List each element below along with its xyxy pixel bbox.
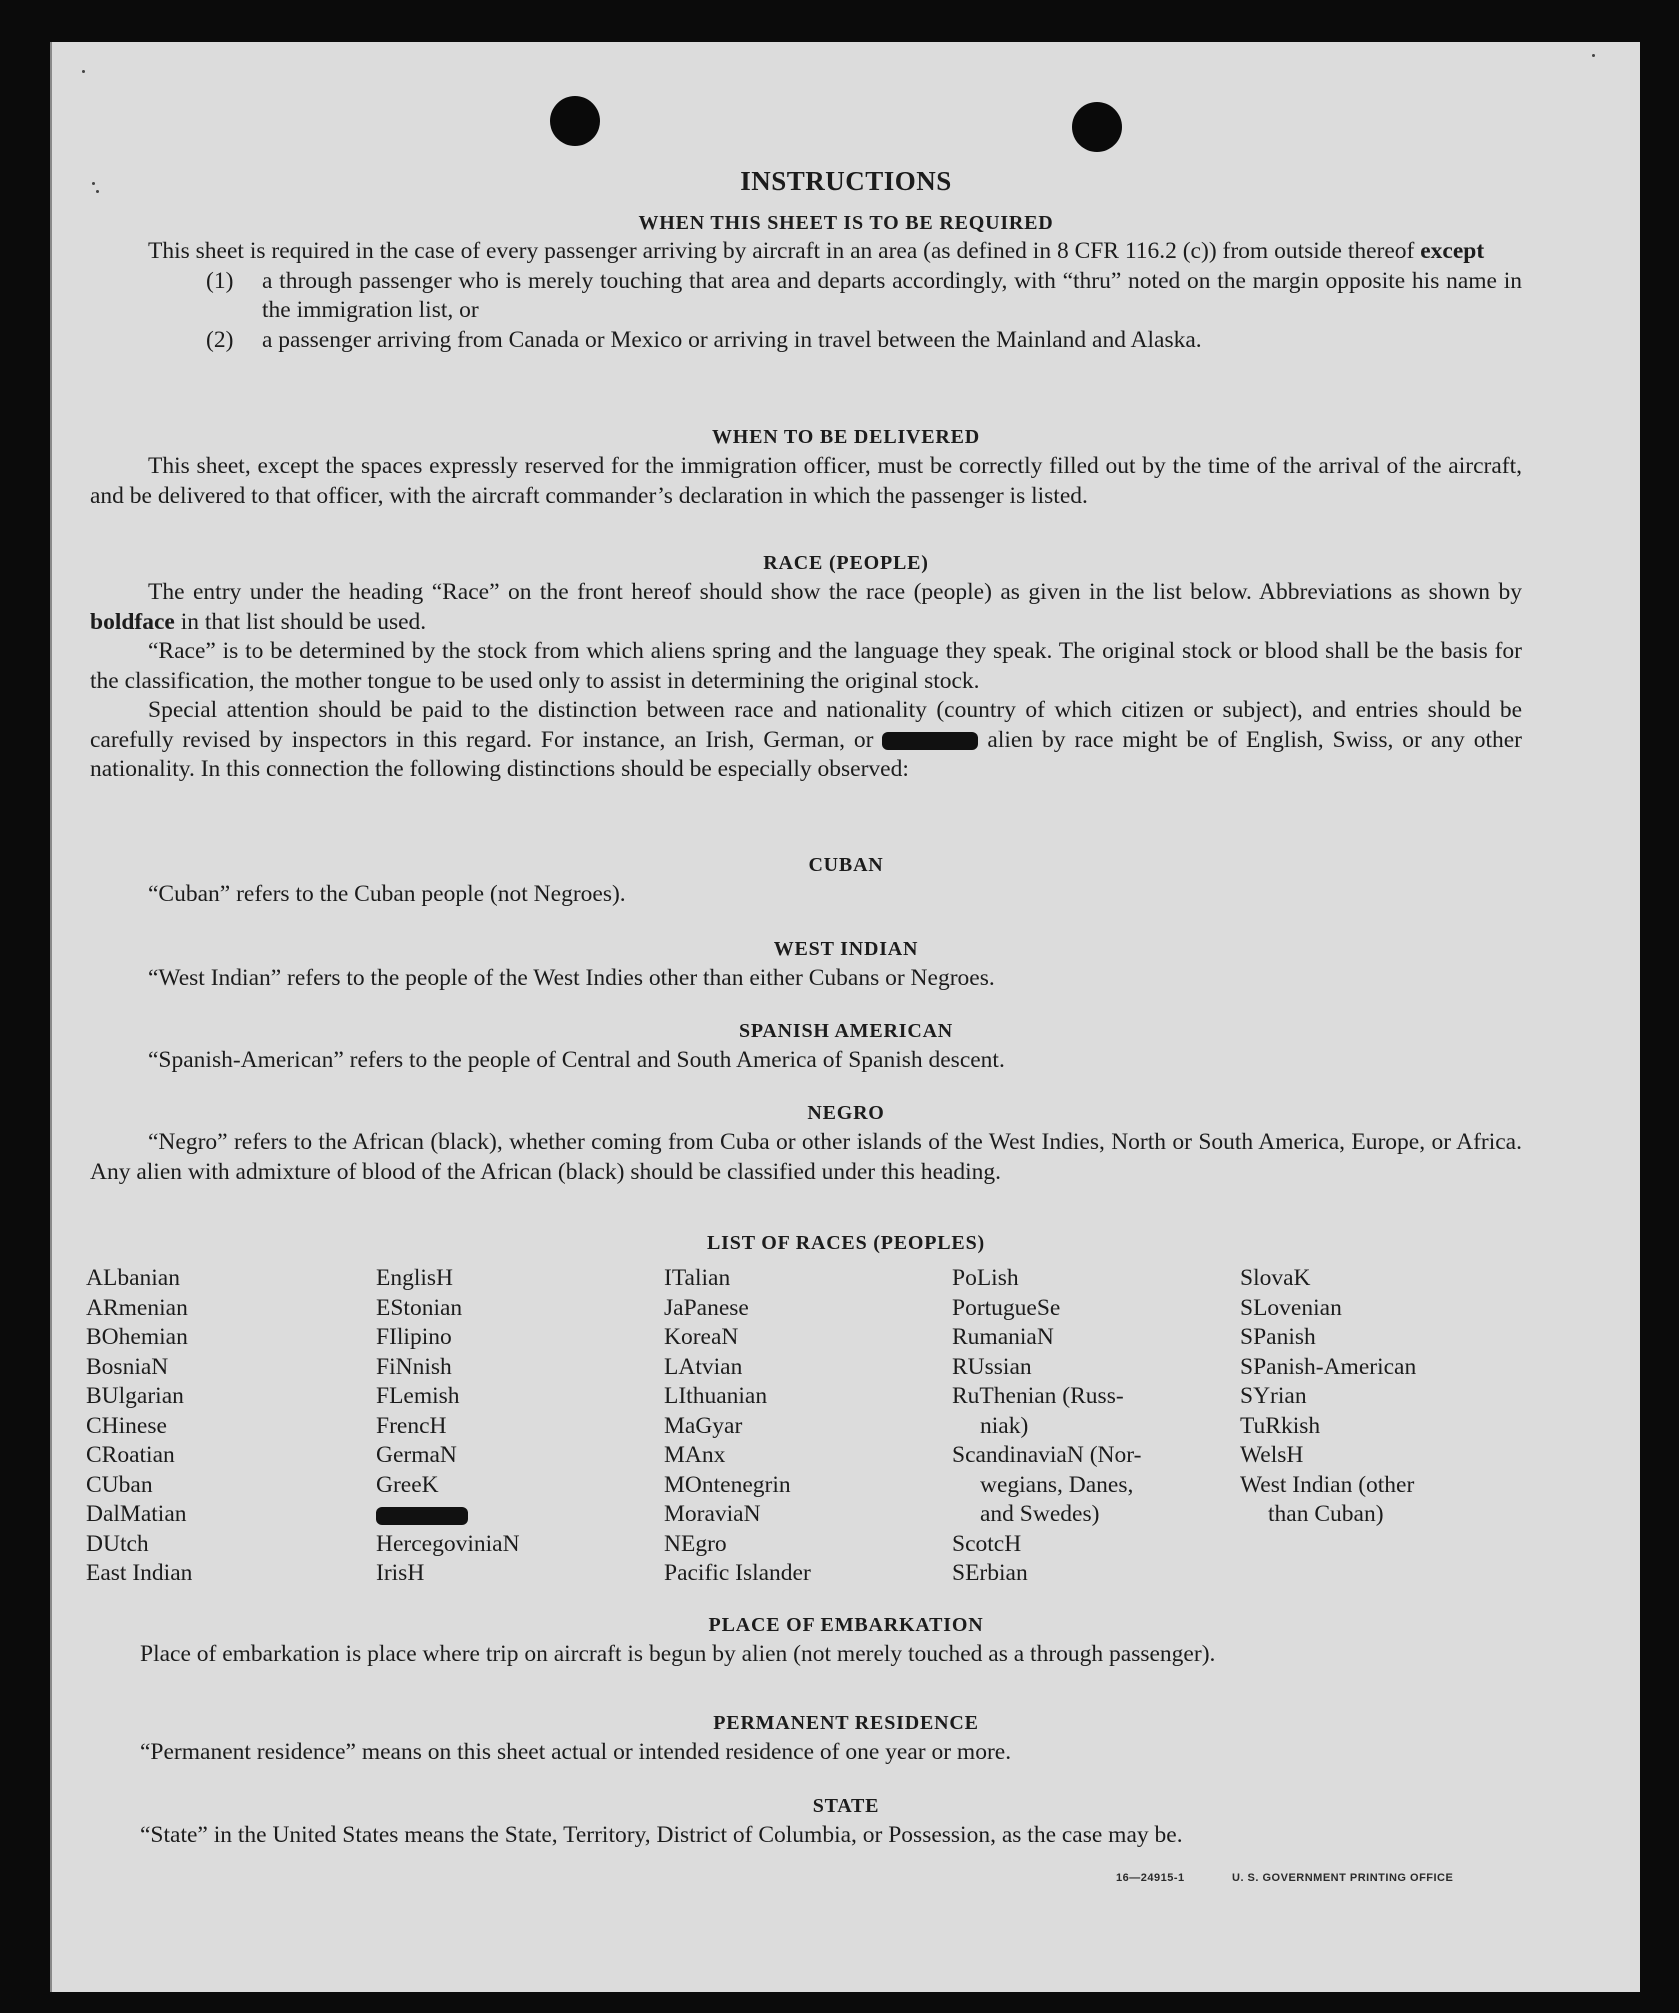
race-item: MAnx	[664, 1442, 726, 1468]
heading-races-list: LIST OF RACES (PEOPLES)	[707, 1232, 985, 1254]
section-spanish-american	[90, 1046, 1522, 1076]
section-residence	[82, 1738, 1522, 1768]
race-item: CRoatian	[86, 1442, 175, 1468]
race-item: TuRkish	[1240, 1412, 1321, 1439]
race-item: CUban	[86, 1471, 153, 1498]
race-item-redacted	[376, 1500, 520, 1530]
race-p1-end: in that list should be used.	[174, 608, 427, 635]
race-item: than Cuban)	[1268, 1501, 1384, 1527]
race-item: ARmenian	[86, 1294, 188, 1321]
item-number: (1)	[206, 267, 234, 294]
race-item: EStonian	[376, 1294, 463, 1321]
section-required	[90, 237, 1522, 355]
race-item: GermaN	[376, 1442, 457, 1468]
heading-delivered: WHEN TO BE DELIVERED	[711, 426, 981, 448]
section-delivered	[90, 452, 1522, 511]
race-item: SErbian	[952, 1560, 1028, 1586]
heading-negro: NEGRO	[807, 1102, 885, 1124]
race-item: MOntenegrin	[664, 1471, 791, 1498]
race-item: NEgro	[664, 1530, 727, 1557]
scan-speck	[82, 70, 85, 73]
item-text: a through passenger who is merely touching that area and departs accordingly, with “thru” noted on the margin opposite his name in the immigration list, or	[262, 267, 1522, 323]
heading-embarkation: PLACE OF EMBARKATION	[708, 1614, 984, 1636]
race-item: ALbanian	[86, 1265, 180, 1291]
embarkation-text: Place of embarkation is place where trip on aircraft is begun by alien (not merely touched as a through passenger).	[140, 1641, 1216, 1667]
punch-hole-right	[1072, 102, 1122, 152]
race-item: SLovenian	[1240, 1294, 1342, 1321]
item-number: (2)	[206, 326, 234, 353]
race-item: MoraviaN	[664, 1501, 761, 1527]
race-item: BosniaN	[86, 1353, 169, 1380]
required-intro: This sheet is required in the case of every passenger arriving by aircraft in an area (as defined in 8 CFR 116.2 (c)) from outside thereof	[148, 238, 1421, 264]
race-item: FIlipino	[376, 1324, 452, 1350]
race-item: PortugueSe	[952, 1294, 1061, 1321]
race-item: SPanish	[1240, 1324, 1316, 1350]
race-item: RumaniaN	[952, 1324, 1054, 1350]
redaction-mark	[882, 732, 978, 750]
printer-imprint: U. S. GOVERNMENT PRINTING OFFICE	[1232, 1872, 1454, 1884]
race-item: FrencH	[376, 1412, 447, 1439]
race-item: and Swedes)	[980, 1501, 1100, 1527]
race-item: East Indian	[86, 1560, 193, 1586]
races-column-5	[1240, 1264, 1416, 1530]
race-item: wegians, Danes,	[980, 1471, 1134, 1498]
heading-state: STATE	[812, 1795, 880, 1817]
heading-spanish-american: SPANISH AMERICAN	[738, 1020, 954, 1042]
heading-race: RACE (PEOPLE)	[763, 552, 929, 574]
residence-text: “Permanent residence” means on this sheet actual or intended residence of one year or more.	[140, 1739, 1012, 1765]
race-p1-bold: boldface	[90, 608, 175, 635]
cuban-text: “Cuban” refers to the Cuban people (not Negroes).	[148, 881, 626, 907]
race-p3: Special attention should be paid to the distinction between race and nationality (country of which citizen or subject), and entries should be carefully revised by inspectors in this regard. For instance, an Irish, German, or	[90, 697, 1522, 753]
race-item: FiNnish	[376, 1353, 452, 1380]
race-p1: The entry under the heading “Race” on the front hereof should show the race (people) as given in the list below. Abbreviations as shown by	[148, 579, 1522, 605]
race-item: niak)	[980, 1412, 1029, 1439]
race-item: LAtvian	[664, 1353, 743, 1380]
section-race	[90, 578, 1522, 785]
section-negro	[90, 1128, 1522, 1187]
race-item: SYrian	[1240, 1383, 1307, 1409]
form-number: 16—24915-1	[1116, 1872, 1185, 1884]
race-item: BOhemian	[86, 1324, 188, 1350]
negro-text: “Negro” refers to the African (black), whether coming from Cuba or other islands of the West Indies, North or South America, Europe, or Africa. Any alien with admixture of blood of the African (black) should be classified under this heading.	[90, 1129, 1522, 1185]
race-item: SPanish-American	[1240, 1353, 1417, 1380]
required-intro-bold: except	[1420, 238, 1485, 264]
race-item: ITalian	[664, 1265, 731, 1291]
race-item: LIthuanian	[664, 1383, 768, 1409]
race-item: RuThenian (Russ-	[952, 1383, 1124, 1409]
page-title: INSTRUCTIONS	[740, 166, 952, 196]
race-item: RUssian	[952, 1353, 1032, 1380]
races-column-2	[376, 1264, 520, 1589]
west-indian-text: “West Indian” refers to the people of the West Indies other than either Cubans or Negroes.	[148, 965, 995, 991]
race-item: WelsH	[1240, 1442, 1304, 1468]
section-west-indian	[90, 964, 1522, 994]
race-p3-end: alien by race might be of English, Swiss, or any other nationality. In this connection the following distinctions should be especially observed:	[90, 726, 1522, 782]
heading-cuban: CUBAN	[808, 854, 884, 876]
race-item: ScandinaviaN (Nor-	[952, 1442, 1142, 1468]
state-text: “State” in the United States means the State, Territory, District of Columbia, or Possession, as the case may be.	[140, 1822, 1183, 1848]
delivered-text: This sheet, except the spaces expressly reserved for the immigration officer, must be correctly filled out by the time of the arrival of the aircraft, and be delivered to that officer, with the aircraft commander’s declaration in which the passenger is listed.	[90, 453, 1522, 509]
redaction-mark	[376, 1507, 468, 1525]
races-list	[86, 1264, 1566, 1604]
race-item: JaPanese	[664, 1294, 749, 1321]
list-item	[206, 267, 1522, 326]
race-item: PoLish	[952, 1265, 1019, 1291]
race-item: DalMatian	[86, 1501, 187, 1527]
race-item: ScotcH	[952, 1530, 1022, 1557]
document-page	[50, 42, 1640, 1992]
race-item: KoreaN	[664, 1324, 739, 1350]
list-item	[206, 326, 1522, 356]
race-item: FLemish	[376, 1383, 460, 1409]
item-text: a passenger arriving from Canada or Mexico or arriving in travel between the Mainland and Alaska.	[262, 326, 1202, 353]
race-p2: “Race” is to be determined by the stock from which aliens spring and the language they speak. The original stock or blood shall be the basis for the classification, the mother tongue to be used only to assist in determining the original stock.	[90, 638, 1522, 694]
race-item: Pacific Islander	[664, 1560, 811, 1586]
race-item: IrisH	[376, 1560, 425, 1586]
section-cuban	[90, 880, 1522, 910]
races-column-1	[86, 1264, 192, 1589]
heading-required: WHEN THIS SHEET IS TO BE REQUIRED	[638, 212, 1054, 234]
race-item: MaGyar	[664, 1412, 743, 1439]
spanish-american-text: “Spanish-American” refers to the people of Central and South America of Spanish descent.	[148, 1047, 1005, 1073]
heading-residence: PERMANENT RESIDENCE	[713, 1712, 979, 1734]
race-item: CHinese	[86, 1412, 167, 1439]
race-item: BUlgarian	[86, 1383, 184, 1409]
section-state	[82, 1821, 1522, 1851]
race-item: HercegoviniaN	[376, 1530, 520, 1557]
race-item: GreeK	[376, 1471, 439, 1498]
scan-speck	[1592, 54, 1595, 57]
races-column-3	[664, 1264, 811, 1589]
race-item: EnglisH	[376, 1265, 454, 1291]
race-item: DUtch	[86, 1530, 149, 1557]
race-item: SlovaK	[1240, 1265, 1311, 1291]
race-item: West Indian (other	[1240, 1471, 1415, 1498]
punch-hole-left	[550, 96, 600, 146]
heading-west-indian: WEST INDIAN	[773, 938, 919, 960]
section-embarkation	[82, 1640, 1522, 1670]
races-column-4	[952, 1264, 1141, 1589]
